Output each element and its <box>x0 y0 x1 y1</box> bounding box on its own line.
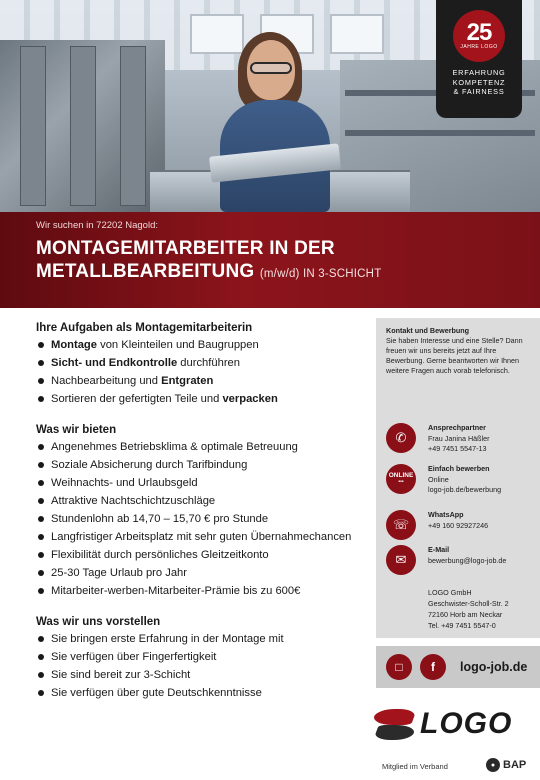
list-item: Sie verfügen über gute Deutschkenntnisse <box>36 684 366 702</box>
contact-online-text <box>428 464 501 496</box>
badge-line: KOMPETENZ <box>452 77 506 87</box>
anniversary-number: 25 <box>466 19 492 46</box>
contact-intro <box>376 318 540 376</box>
section-title-vorstellen: Was wir uns vorstellen <box>36 616 161 628</box>
anniversary-sub: JAHRE LOGO <box>460 44 498 50</box>
online-icon: ONLINE ••• <box>386 464 416 494</box>
company-address <box>428 587 509 631</box>
contact-whatsapp[interactable] <box>386 510 488 540</box>
job-details <box>36 322 366 718</box>
list-item: Montage von Kleinteilen und Baugruppen <box>36 336 366 354</box>
social-bar <box>376 646 540 688</box>
website-link[interactable]: logo-job.de <box>460 660 528 674</box>
machine <box>0 40 165 212</box>
logo-mark-icon <box>374 706 414 742</box>
contact-text: Sie haben Interesse und eine Stelle? Dann freuen wir uns bereits jetzt auf Ihre Bewerbung. Gerne beantworten wir Ihnen weitere Fragen auch vorab telefonisch. <box>386 336 523 375</box>
job-title-line1: MONTAGEMITARBEITER IN DER <box>36 238 335 259</box>
logo-wordmark: LOGO <box>420 707 513 740</box>
mail-icon: ✉ <box>386 545 416 575</box>
contact-mail[interactable] <box>386 545 506 575</box>
phone-icon: ✆ <box>386 423 416 453</box>
address-line: Geschwister-Scholl-Str. 2 <box>428 599 509 608</box>
bap-logo <box>486 758 526 772</box>
list-item: Sie sind bereit zur 3-Schicht <box>36 666 366 684</box>
company-logo <box>374 702 534 746</box>
badge-line: & FAIRNESS <box>453 87 505 96</box>
hall-window <box>330 14 384 54</box>
aufgaben-list <box>36 336 366 408</box>
list-item: Mitarbeiter-werben-Mitarbeiter-Prämie bis zu 600€ <box>36 582 366 600</box>
anniversary-badge <box>436 0 522 118</box>
list-item: Sie verfügen über Fingerfertigkeit <box>36 648 366 666</box>
job-title-suffix: (m/w/d) IN 3-SCHICHT <box>259 268 382 280</box>
list-item: Sie bringen erste Erfahrung in der Montage mit <box>36 630 366 648</box>
application-link[interactable]: logo-job.de/bewerbung <box>428 485 502 494</box>
list-item: Nachbearbeitung und Entgraten <box>36 372 366 390</box>
safety-goggles <box>250 62 292 74</box>
contact-sublabel: Online <box>428 474 449 484</box>
section-title-aufgaben: Ihre Aufgaben als Montagemitarbeiterin <box>36 322 253 334</box>
contact-panel <box>376 318 540 638</box>
badge-tagline <box>452 68 505 97</box>
list-item: Weihnachts- und Urlaubsgeld <box>36 474 366 492</box>
contact-label: Einfach bewerben <box>428 464 490 473</box>
list-item: Langfristiger Arbeitsplatz mit sehr guten Übernahmechancen <box>36 528 366 546</box>
email-address[interactable]: bewerbung@logo-job.de <box>428 555 507 565</box>
vorstellen-list <box>36 630 366 702</box>
job-title-line2 <box>36 260 504 286</box>
list-item: Soziale Absicherung durch Tarifbindung <box>36 456 366 474</box>
address-line: Tel. +49 7451 5547-0 <box>428 621 496 630</box>
contact-label: E-Mail <box>428 545 450 554</box>
list-item: 25-30 Tage Urlaub pro Jahr <box>36 564 366 582</box>
list-item: Angenehmes Betriebsklima & optimale Betreuung <box>36 438 366 456</box>
job-title-main: METALLBEARBEITUNG <box>36 261 255 282</box>
contact-label: Ansprechpartner <box>428 423 486 432</box>
list-item: Stundenlohn ab 14,70 – 15,70 € pro Stunde <box>36 510 366 528</box>
shelf <box>345 130 535 136</box>
contact-phone-text <box>428 423 490 455</box>
whatsapp-number[interactable]: +49 160 92927246 <box>428 520 489 530</box>
intro-text: Wir suchen in 72202 Nagold: <box>36 220 158 231</box>
badge-line: ERFAHRUNG <box>452 68 506 77</box>
list-item: Sicht- und Endkontrolle durchführen <box>36 354 366 372</box>
address-line: 72160 Horb am Neckar <box>428 610 503 619</box>
bap-icon: ● <box>486 758 500 772</box>
contact-title: Kontakt und Bewerbung <box>386 326 470 335</box>
contact-phone-number[interactable]: +49 7451 5547-13 <box>428 444 487 453</box>
list-item: Attraktive Nachtschichtzuschläge <box>36 492 366 510</box>
contact-online[interactable] <box>386 464 501 496</box>
title-banner <box>0 212 540 308</box>
contact-mail-text <box>428 545 506 566</box>
address-line: LOGO GmbH <box>428 588 472 597</box>
instagram-icon[interactable]: □ <box>386 654 412 680</box>
list-item: Flexibilität durch persönliches Gleitzeitkonto <box>36 546 366 564</box>
list-item: Sortieren der gefertigten Teile und verpacken <box>36 390 366 408</box>
whatsapp-icon: ☏ <box>386 510 416 540</box>
contact-person: Frau Janina Häßler <box>428 433 490 443</box>
contact-phone[interactable] <box>386 423 490 455</box>
hall-window <box>190 14 244 54</box>
contact-whatsapp-text <box>428 510 488 531</box>
section-title-bieten: Was wir bieten <box>36 424 117 436</box>
bieten-list <box>36 438 366 600</box>
facebook-icon[interactable]: f <box>420 654 446 680</box>
contact-label: WhatsApp <box>428 510 464 519</box>
anniversary-circle <box>453 10 505 62</box>
bap-wordmark: BAP <box>503 759 527 771</box>
membership-note: Mitglied im Verband <box>382 762 448 771</box>
